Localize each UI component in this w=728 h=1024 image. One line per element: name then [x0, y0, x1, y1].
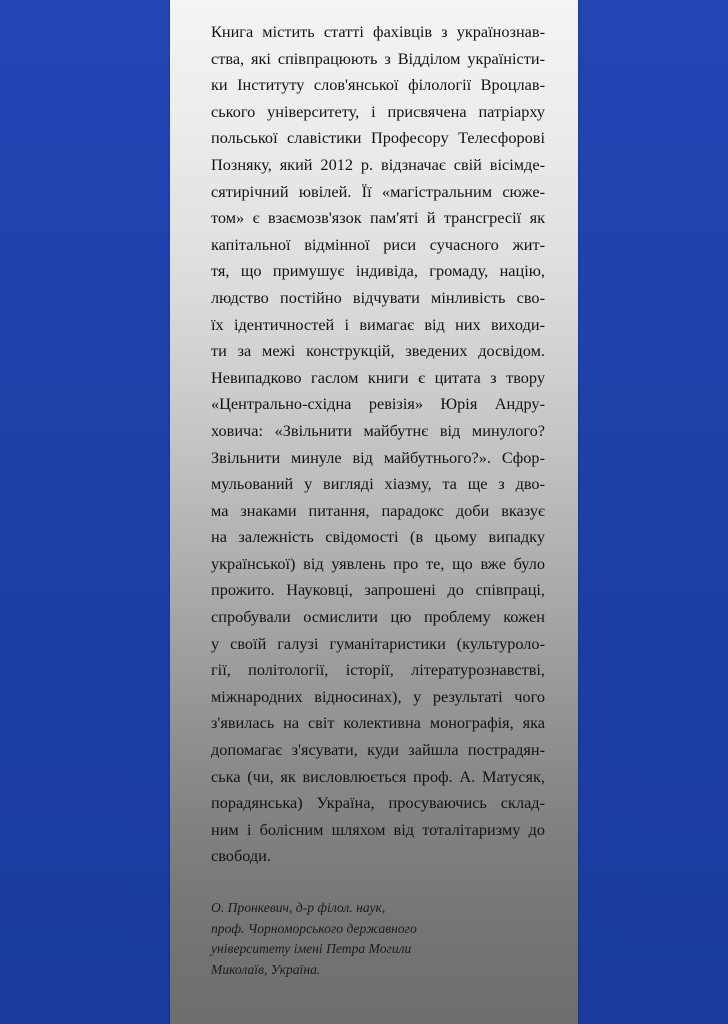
signature-line: Миколаїв, Україна. — [211, 961, 321, 977]
annotation-line: ського університету, і присвячена патріарху — [211, 101, 545, 121]
annotation-line: капітальної відмінної риси сучасного жит- — [211, 234, 545, 254]
annotation-line: прожито. Науковці, запрошені до співпраці, — [211, 580, 545, 600]
signature-line: проф. Чорноморського державного — [211, 920, 417, 936]
annotation-line: мульований у вигляді хіазму, та ще з дво- — [211, 474, 545, 494]
annotation-line: у своїй галузі гуманітаристики (культуроло- — [211, 633, 545, 653]
annotation-line: ства, які співпрацюють з Відділом україністи- — [211, 48, 545, 68]
annotation-line: їх ідентичностей і вимагає від них виходи- — [211, 314, 545, 334]
annotation-line: «Центрально-східна ревізія» Юрія Андру- — [211, 394, 545, 414]
annotation-line: на залежність свідомості (в цьому випадку — [211, 527, 545, 547]
annotation-line: ним і болісним шляхом від тоталітаризму до — [211, 819, 545, 839]
annotation-line: української) від уявлень про те, що вже було — [211, 553, 545, 573]
annotation-line: сятирічний ювілей. Її «магістральним сюже- — [211, 181, 545, 201]
annotation-line: ська (чи, як висловлюється проф. А. Матусяк, — [211, 766, 545, 786]
annotation-line: ховича: «Звільнити майбутнє від минулого? — [211, 420, 545, 440]
annotation-line: Позняку, який 2012 р. відзначає свій вісімде- — [211, 154, 545, 174]
annotation-line: Звільнити минуле від майбутнього?». Сфор- — [211, 447, 545, 467]
annotation-line: спробували осмислити цю проблему кожен — [211, 607, 545, 627]
annotation-line: ма знаками питання, парадокс доби вказує — [211, 500, 545, 520]
annotation-line: гії, політології, історії, літературознавстві, — [211, 660, 545, 680]
annotation-line: ки Інституту слов'янської філології Вроцлав- — [211, 75, 545, 95]
annotation-line: допомагає з'ясувати, куди зайшла пострадян- — [211, 740, 545, 760]
annotation-line: тя, що примушує індивіда, громаду, націю, — [211, 261, 545, 281]
cover-left-strip — [0, 0, 170, 1024]
signature-line: О. Пронкевич, д-р філол. наук, — [211, 900, 386, 915]
annotation-panel — [170, 0, 578, 1024]
annotation-line: порадянська) Україна, просуваючись склад- — [211, 793, 545, 813]
signature-line: університету імені Петра Могили — [211, 941, 412, 956]
annotation-line: свободи. — [211, 846, 271, 866]
annotation-line: том» є взаємозв'язок пам'яті й трансгресії як — [211, 208, 545, 228]
annotation-line: міжнародних відносинах), у результаті чого — [211, 686, 545, 706]
annotation-text — [211, 19, 545, 870]
reviewer-signature — [211, 898, 541, 980]
annotation-line: Книга містить статті фахівців з українознав- — [211, 22, 545, 41]
annotation-line: людство постійно відчувати мінливість сво- — [211, 287, 545, 307]
annotation-line: Невипадково гаслом книги є цитата з твору — [211, 367, 545, 387]
annotation-line: ти за межі конструкцій, зведених досвідом. — [211, 341, 545, 361]
annotation-line: польської славістики Професору Телесфорові — [211, 128, 545, 148]
cover-right-strip — [578, 0, 728, 1024]
annotation-line: з'явилась на світ колективна монографія, яка — [211, 713, 545, 733]
